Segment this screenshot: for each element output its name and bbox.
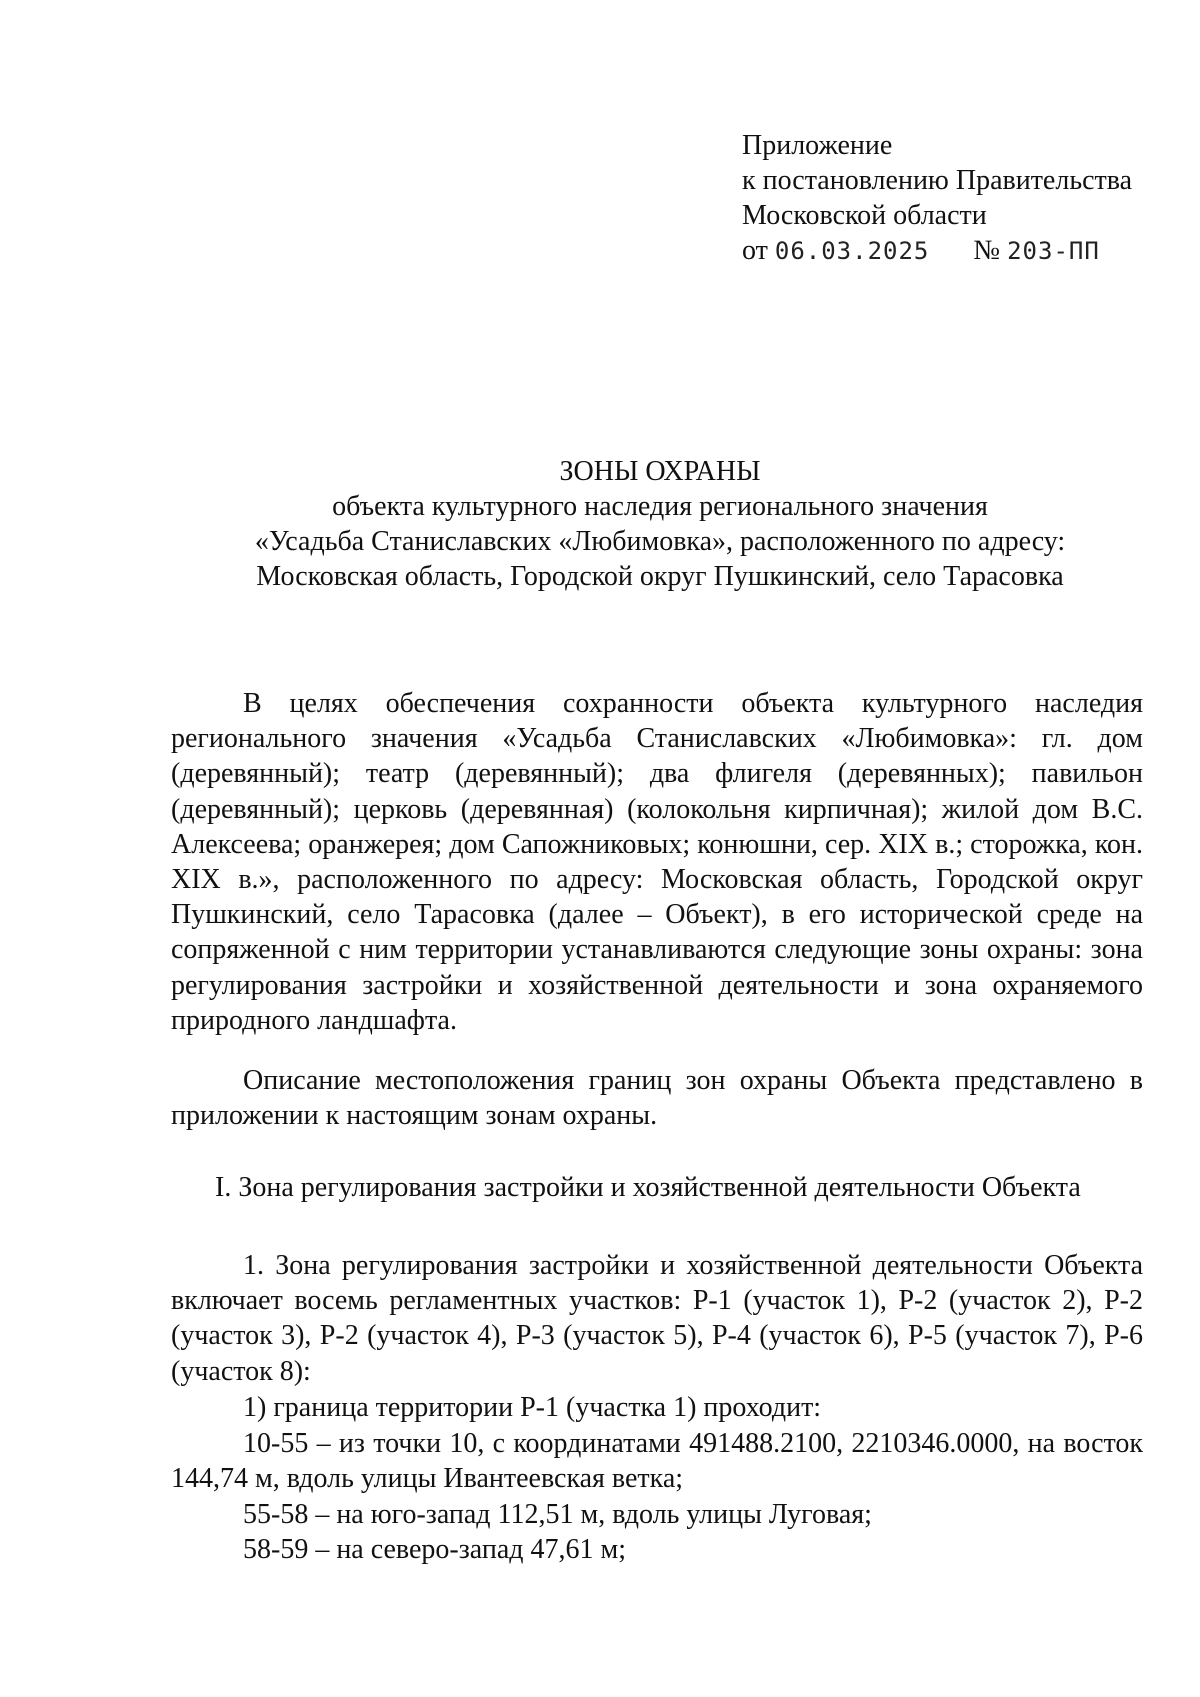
section-heading: I. Зона регулирования застройки и хозяйственной деятельности Объекта <box>215 1172 1081 1203</box>
appendix-header <box>742 128 1132 269</box>
segment-10-55-line-1: 10-55 – из точки 10, с координатами 491488.2100, 2210346.0000, на восток <box>243 1427 1143 1459</box>
boundary-description <box>171 1390 1143 1568</box>
intro-paragraph-2 <box>171 1063 1143 1133</box>
title-line-3: «Усадьба Станиславских «Любимовка», расположенного по адресу: <box>254 526 1066 557</box>
header-line-1: Приложение <box>742 130 893 161</box>
document-title <box>150 454 1170 594</box>
resolution-number: 203-ПП <box>1007 237 1100 265</box>
intro-paragraph-1-text: В целях обеспечения сохранности объекта культурного наследия регионального значения «Усадьба Станиславских «Любимовка»: гл. дом (деревянный); театр (деревянный); два флигеля (деревянных); павильон (деревянный); церковь (деревянная) (колокольня кирпичная); жилой дом В.С. Алексеева; оранжерея; дом Сапожниковых; конюшни, сер. XIX в.; сторожка, кон. XIX в.», расположенного по адресу: Московская область, Городской округ Пушкинский, село Тарасовка (далее – Объект), в его исторической среде на сопряженной с ним территории устанавливаются следующие зоны охраны: зона регулирования застройки и хозяйственной деятельности и зона охраняемого природного ландшафта. <box>171 688 1143 1036</box>
segment-58-59: 58-59 – на северо-запад 47,61 м; <box>243 1534 627 1565</box>
title-line-4: Московская область, Городской округ Пушкинский, село Тарасовка <box>256 561 1064 592</box>
header-line-3: Московской области <box>742 200 987 231</box>
resolution-date: 06.03.2025 <box>774 237 930 265</box>
number-prefix: № <box>973 235 1001 266</box>
segment-10-55-line-2: 144,74 м, вдоль улицы Ивантеевская ветка; <box>171 1463 684 1494</box>
section-paragraph-1-text: 1. Зона регулирования застройки и хозяйственной деятельности Объекта включает восемь регламентных участков: Р-1 (участок 1), Р-2 (участок 2), Р-2 (участок 3), Р-2 (участок 4), Р-3 (участок 5), Р-4 (участок 6), Р-5 (участок 7), Р-6 (участок 8): <box>171 1250 1143 1387</box>
header-line-2: к постановлению Правительства <box>742 165 1133 196</box>
title-line-2: объекта культурного наследия регионального значения <box>332 491 988 522</box>
section-paragraph-1 <box>171 1248 1143 1389</box>
intro-paragraph-2-text: Описание местоположения границ зон охраны Объекта представлено в приложении к настоящим зонам охраны. <box>171 1065 1143 1132</box>
list-item-1: 1) граница территории Р-1 (участка 1) проходит: <box>243 1392 822 1423</box>
intro-paragraph-1 <box>171 686 1143 1038</box>
header-date-line <box>742 233 1132 269</box>
segment-55-58: 55-58 – на юго-запад 112,51 м, вдоль улицы Луговая; <box>243 1498 872 1530</box>
title-line-1: ЗОНЫ ОХРАНЫ <box>559 456 761 487</box>
date-prefix: от <box>742 235 768 266</box>
